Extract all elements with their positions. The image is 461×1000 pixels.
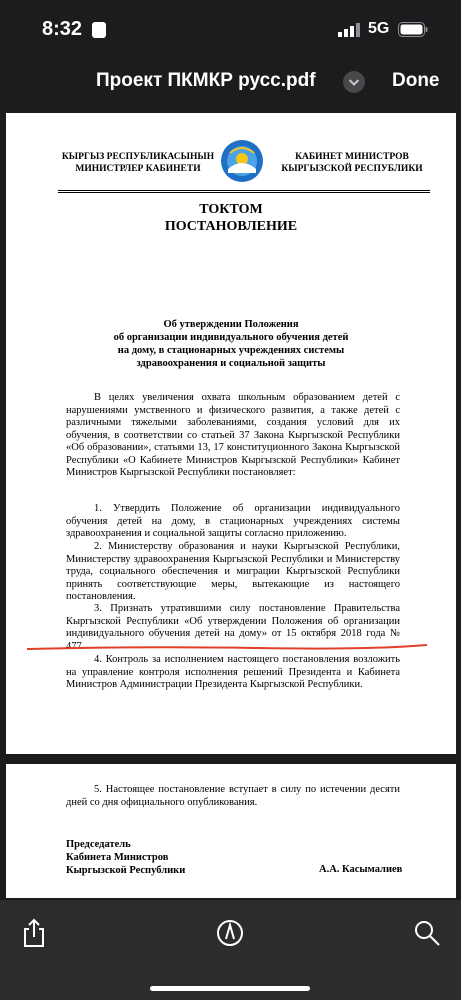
document-title[interactable]: Проект ПКМКР русс.pdf <box>96 70 316 91</box>
share-icon[interactable] <box>20 918 48 948</box>
header-russian: КАБИНЕТ МИНИСТРОВ КЫРГЫЗСКОЙ РЕСПУБЛИКИ <box>281 152 423 174</box>
markup-icon[interactable] <box>216 918 244 948</box>
document-page-1 <box>6 113 456 754</box>
document-header <box>0 60 461 106</box>
divider <box>58 192 430 193</box>
item-1: 1. Утвердить Положение об организации индивидуального обучения детей на дому, в стационарных учреждениях системы здравоохранения и социальной защиты согласно приложению. <box>66 503 400 539</box>
item-5: 5. Настоящее постановление вступает в силу по истечении десяти дней со дня официального опубликования. <box>66 784 400 808</box>
status-time: 8:32 <box>42 18 83 40</box>
person-icon <box>92 22 106 38</box>
home-indicator[interactable] <box>150 986 310 991</box>
header-kyrgyz: КЫРГЫЗ РЕСПУБЛИКАСЫНЫН МИНИСТРЛЕР КАБИНЕТИ <box>61 152 215 174</box>
item-3: 3. Признать утратившими силу постановление Правительства Кыргызской Республики «Об утверждении Положения об организации индивидуального обучения детей на дому» от 15 октября 2018 года № 477. <box>66 603 400 652</box>
intro-paragraph: В целях увеличения охвата школьным образованием детей с нарушениями умственного и физического развития, а также детей с различными тяжелыми заболеваниями, создания условий для их обучения, в соответствии со статьей 37 Закона Кыргызской Республики «Об образовании», статьями 13, 17 конституционного Закона Кыргызской Республики «О Кабинете Министров Кыргызской Республики» Кабинет Министров Кыргызской Республики постановляет: <box>66 392 400 478</box>
search-icon[interactable] <box>413 918 441 948</box>
state-emblem-icon <box>220 139 264 183</box>
done-button[interactable]: Done <box>392 70 440 91</box>
network-label: 5G <box>368 20 390 37</box>
item-4: 4. Контроль за исполнением настоящего постановления возложить на управление контроля исполнения решений Президента и Кабинета Министров Администрации Президента Кыргызской Республики. <box>66 654 400 690</box>
signature-name: А.А. Касымалиев <box>319 864 403 875</box>
battery-icon <box>398 22 428 37</box>
status-bar <box>0 0 461 60</box>
bottom-toolbar <box>0 900 461 1000</box>
red-underline-annotation <box>27 643 427 655</box>
divider <box>58 190 430 191</box>
document-page-2 <box>6 764 456 898</box>
item-2: 2. Министерству образования и науки Кыргызской Республики, Министерству здравоохранения Кыргызской Республики и Министерству труда, социального обеспечения и миграции Кыргызской Республики принять соответствующие меры, вытекающие из настоящего постановления. <box>66 541 400 602</box>
signature-title: Председатель Кабинета Министров Кыргызской Республики <box>66 839 186 876</box>
decree-title: Об утверждении Положения об организации индивидуального обучения детей на дому, в стационарных учреждениях системы здравоохранения и социальной защиты <box>113 319 349 369</box>
document-type-ru: ПОСТАНОВЛЕНИЕ <box>164 219 298 234</box>
chevron-down-icon[interactable] <box>343 71 365 93</box>
signal-icon <box>338 23 362 37</box>
document-type-kg: ТОКТОМ <box>199 202 263 217</box>
